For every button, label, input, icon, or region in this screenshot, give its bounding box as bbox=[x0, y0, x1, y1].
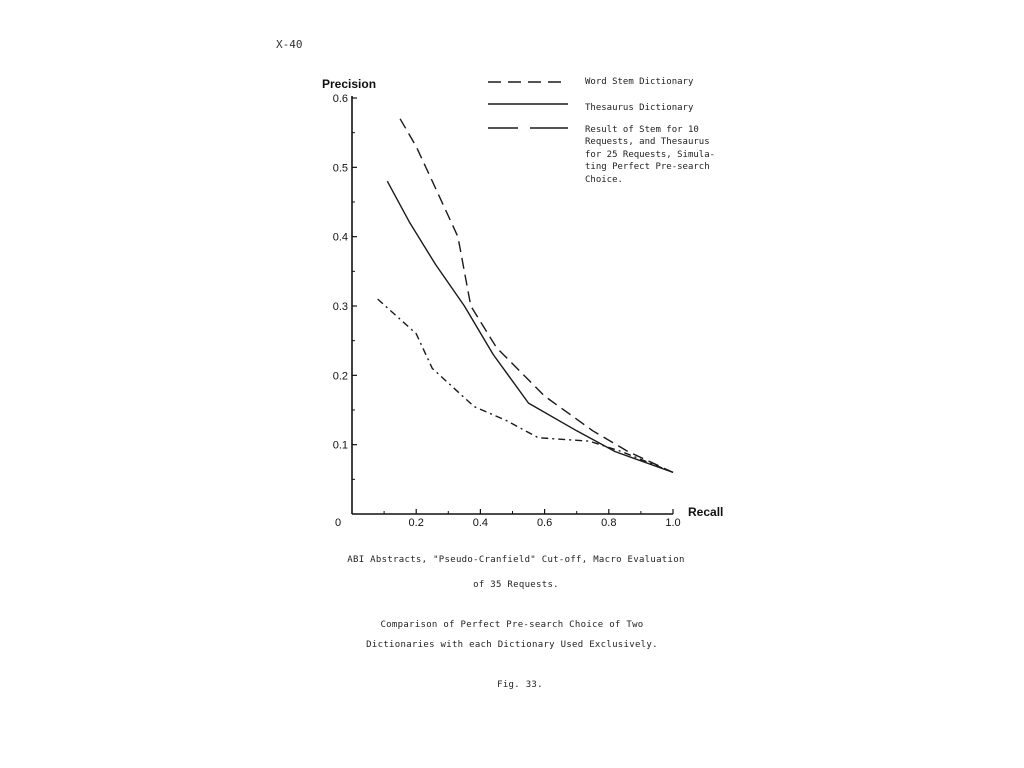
x-axis-label: Recall bbox=[688, 505, 724, 519]
page-number: X-40 bbox=[276, 38, 303, 51]
series-line-2 bbox=[378, 299, 673, 472]
figure-label: Fig. 33. bbox=[497, 680, 543, 690]
x-tick-label: 1.0 bbox=[665, 517, 681, 529]
x-tick-label: 0.6 bbox=[536, 517, 553, 529]
y-tick-label: 0.4 bbox=[332, 231, 348, 244]
legend-lines bbox=[488, 82, 568, 128]
legend-label-word-stem: Word Stem Dictionary bbox=[585, 77, 694, 87]
x-tick-label: 0.2 bbox=[408, 517, 424, 529]
y-tick-label: 0.2 bbox=[332, 370, 348, 383]
legend-label-thesaurus: Thesaurus Dictionary bbox=[585, 103, 694, 113]
y-tick-label: 0.5 bbox=[332, 162, 348, 175]
x-tick-label: 0 bbox=[334, 517, 342, 529]
caption-line-2: of 35 Requests. bbox=[473, 580, 559, 590]
caption-line-1: ABI Abstracts, "Pseudo-Cranfield" Cut-off, Macro Evaluation bbox=[347, 555, 685, 565]
x-tick-label: 0.4 bbox=[472, 517, 489, 529]
y-tick-label: 0.6 bbox=[332, 93, 348, 105]
caption-line-4: Dictionaries with each Dictionary Used Exclusively. bbox=[366, 640, 658, 650]
y-tick-label: 0.3 bbox=[332, 301, 348, 313]
series-line-1 bbox=[387, 181, 673, 472]
y-tick-label: 0.1 bbox=[332, 439, 348, 452]
x-tick-label: 0.8 bbox=[601, 517, 617, 529]
legend-label-combined: Result of Stem for 10 Requests, and Thesaurus for 25 Requests, Simula- ting Perfect Pre-search Choice. bbox=[585, 125, 716, 185]
y-axis-label: Precision bbox=[322, 77, 377, 91]
caption-line-3: Comparison of Perfect Pre-search Choice of Two bbox=[380, 620, 644, 630]
